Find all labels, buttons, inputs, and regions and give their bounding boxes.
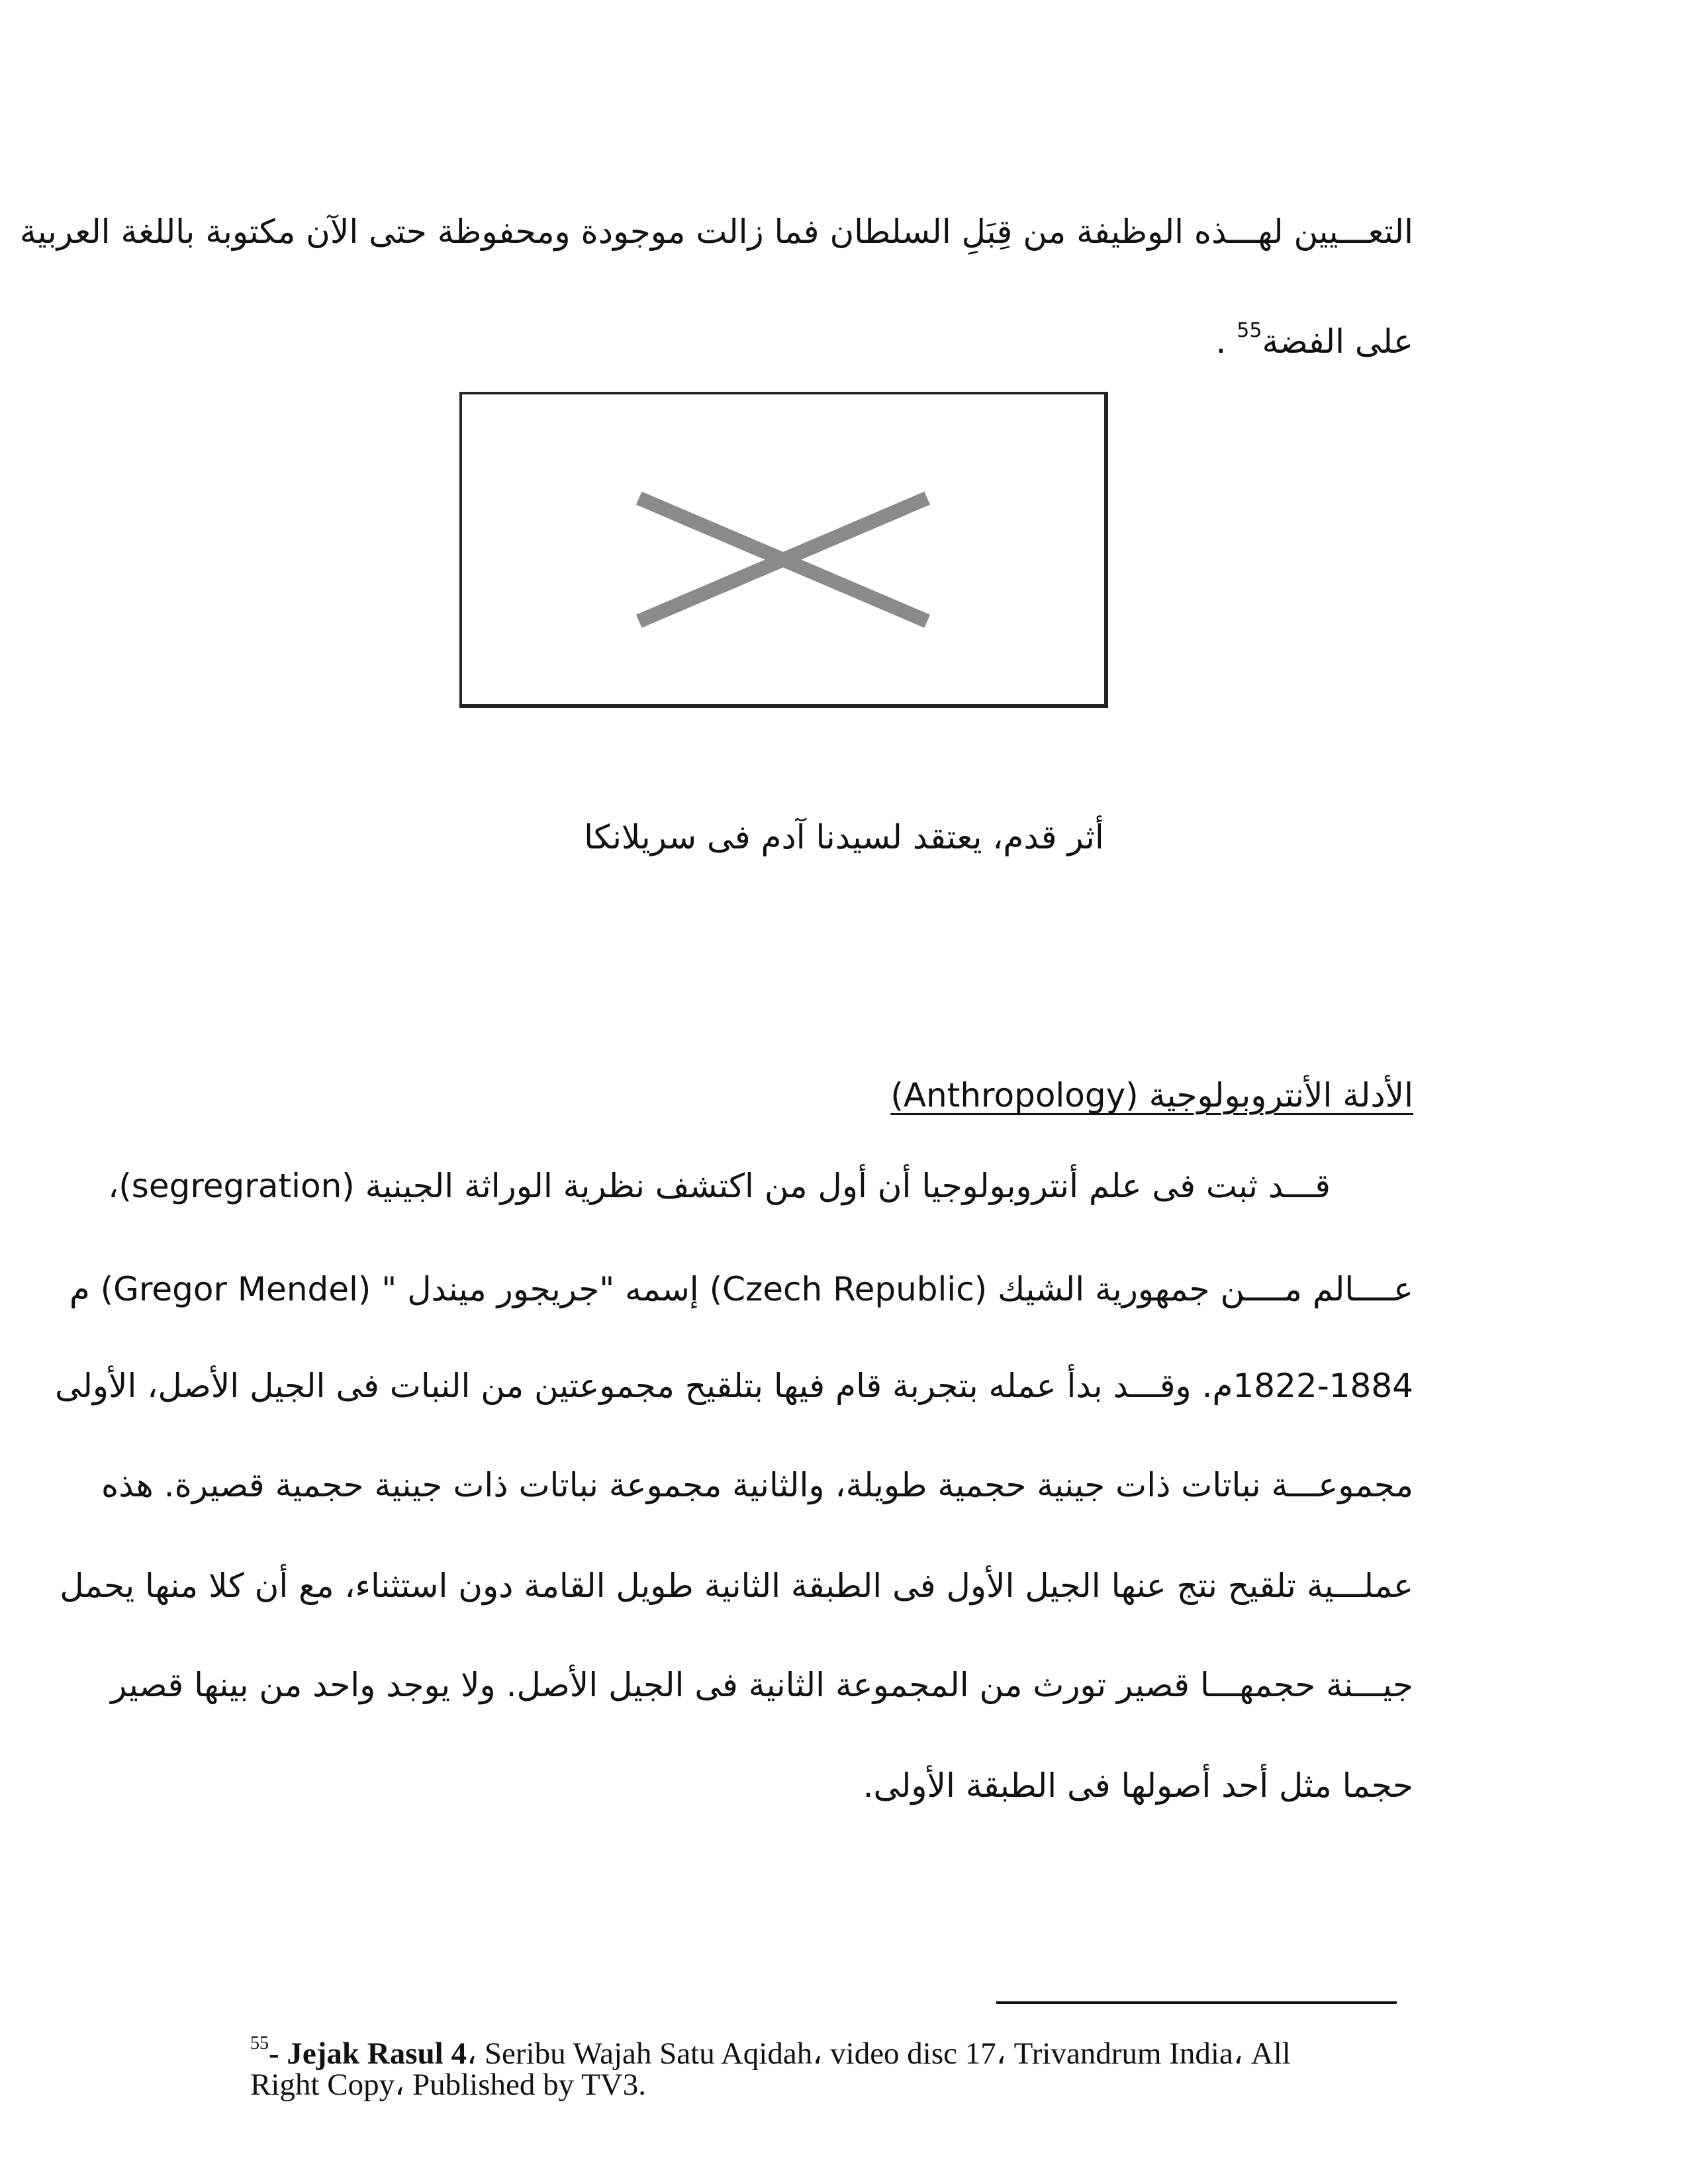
body-line: قـــد ثبت فى علم أنتروبولوجيا أن أول من اكتشف نظرية الوراثة الجينية (segregration)، (108, 1167, 1331, 1205)
body-line: مجموعـــة نباتات ذات جينية حجمية طويلة، والثانية مجموعة نباتات ذات جينية حجمية قصيرة. هذه (101, 1466, 1413, 1504)
body-line: جيـــنة حجمهـــا قصير تورث من المجموعة الثانية فى الجيل الأصل. ولا يوجد واحد من بينها قصير (111, 1666, 1413, 1704)
image-placeholder-frame (459, 392, 1108, 708)
footnote-ref: 55 (1237, 319, 1262, 342)
footnote-line: Right Copy، Published by TV3. (250, 2068, 646, 2102)
paragraph-line: التعـــيين لهـــذه الوظيفة من قِبَلِ السلطان فما زالت موجودة ومحفوظة حتى الآن مكتوبة باللغة العربية (19, 212, 1413, 251)
body-line: 1822-1884م. وقـــد بدأ عمله بتجربة قام فيها بتلقيح مجموعتين من النبات فى الجيل الأصل، الأولى (54, 1367, 1413, 1405)
body-line: حجما مثل أحد أصولها فى الطبقة الأولى. (863, 1766, 1413, 1805)
footnote-number: 55 (250, 2033, 269, 2054)
paragraph-text: على الفضة (1262, 322, 1413, 361)
footnote-divider (996, 2001, 1397, 2004)
footnote-text: ، Seribu Wajah Satu Aqidah، video disc 17، Trivandrum India، All (466, 2036, 1291, 2071)
body-line: عــــالم مــــن جمهورية الشيك (Czech Republic) إسمه "جريجور ميندل " (Gregor Mendel) م (69, 1270, 1413, 1308)
period: . (1215, 322, 1227, 361)
section-heading: الأدلة الأنتروبولوجية (Anthropology) (890, 1076, 1413, 1115)
crossed-out-image-placeholder-icon (462, 394, 1104, 704)
figure-caption: أثر قدم، يعتقد لسيدنا آدم فى سريلانكا (584, 818, 1104, 856)
paragraph-line-end (1215, 304, 1413, 368)
body-line: عملـــية تلقيح نتج عنها الجيل الأول فى الطبقة الثانية طويل القامة دون استثناء، مع أن كلا منها يحمل (60, 1567, 1413, 1605)
footnote-title: - Jejak Rasul 4 (269, 2036, 467, 2071)
